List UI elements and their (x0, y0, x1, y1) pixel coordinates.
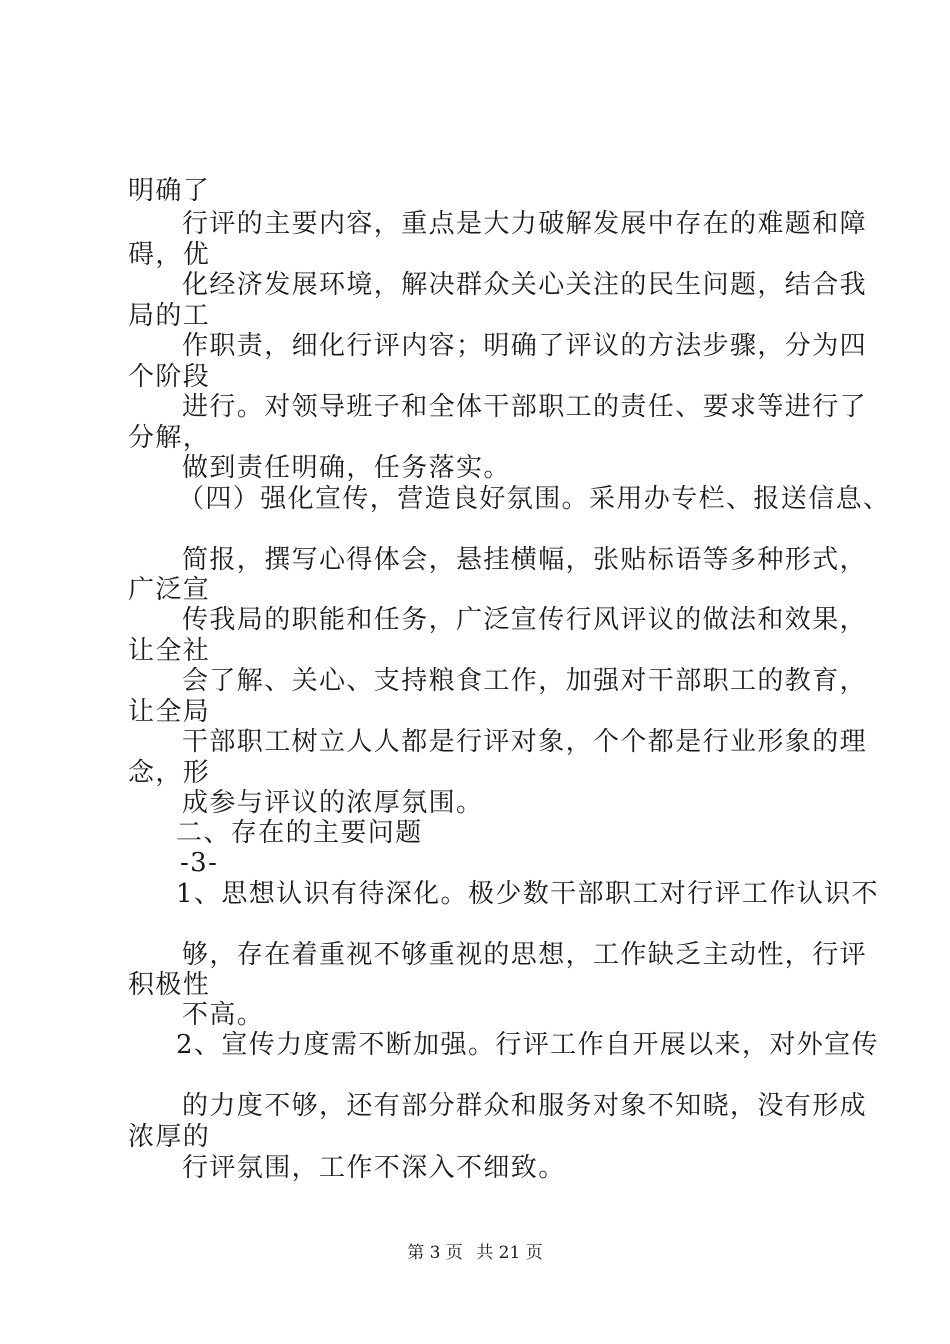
text-line: 进行。对领导班子和全体干部职工的责任、要求等进行了 (182, 392, 868, 422)
text-line: 简报，撰写心得体会，悬挂横幅，张贴标语等多种形式， (182, 545, 868, 575)
page-total: 共 21 页 (476, 1243, 543, 1263)
text-line: 作职责，细化行评内容；明确了评议的方法步骤，分为四 (182, 331, 868, 361)
text-line: 做到责任明确，任务落实。 (182, 453, 511, 483)
text-line: 浓厚的 (128, 1122, 211, 1152)
text-line: 传我局的职能和任务，广泛宣传行风评议的做法和效果， (182, 605, 868, 635)
text-line: 会了解、关心、支持粮食工作，加强对干部职工的教育， (182, 666, 868, 696)
text-line: 的力度不够，还有部分群众和服务对象不知晓，没有形成 (182, 1091, 868, 1121)
text-line: 够，存在着重视不够重视的思想，工作缺乏主动性，行评 (182, 940, 868, 970)
text-line: 念，形 (128, 758, 211, 788)
page-marker: -3- (180, 848, 219, 878)
text-line: （四）强化宣传，营造良好氛围。采用办专栏、报送信息、 (178, 484, 891, 514)
page-footer (0, 1242, 950, 1264)
text-line: 积极性 (128, 970, 211, 1000)
text-line: 分解， (128, 423, 211, 453)
text-line: 个阶段 (128, 362, 211, 392)
text-line: 行评的主要内容，重点是大力破解发展中存在的难题和障 (182, 209, 868, 239)
text-line: 广泛宣 (128, 575, 211, 605)
text-line: 让全社 (128, 636, 211, 666)
text-line: 行评氛围，工作不深入不细致。 (182, 1153, 566, 1183)
text-line: 化经济发展环境，解决群众关心关注的民生问题，结合我 (182, 270, 868, 300)
text-line: 明确了 (128, 176, 211, 206)
text-line: 让全局 (128, 697, 211, 727)
page-number: 第 3 页 (407, 1243, 463, 1263)
text-line: 干部职工树立人人都是行评对象，个个都是行业形象的理 (182, 727, 868, 757)
text-line: 2、宣传力度需不断加强。行评工作自开展以来，对外宣传 (176, 1030, 879, 1060)
text-line: 成参与评议的浓厚氛围。 (182, 788, 484, 818)
text-line: 1、思想认识有待深化。极少数干部职工对行评工作认识不 (176, 879, 879, 909)
text-line: 不高。 (182, 1000, 265, 1030)
section-heading: 二、存在的主要问题 (176, 818, 423, 848)
text-line: 碍，优 (128, 240, 211, 270)
text-line: 局的工 (128, 301, 211, 331)
